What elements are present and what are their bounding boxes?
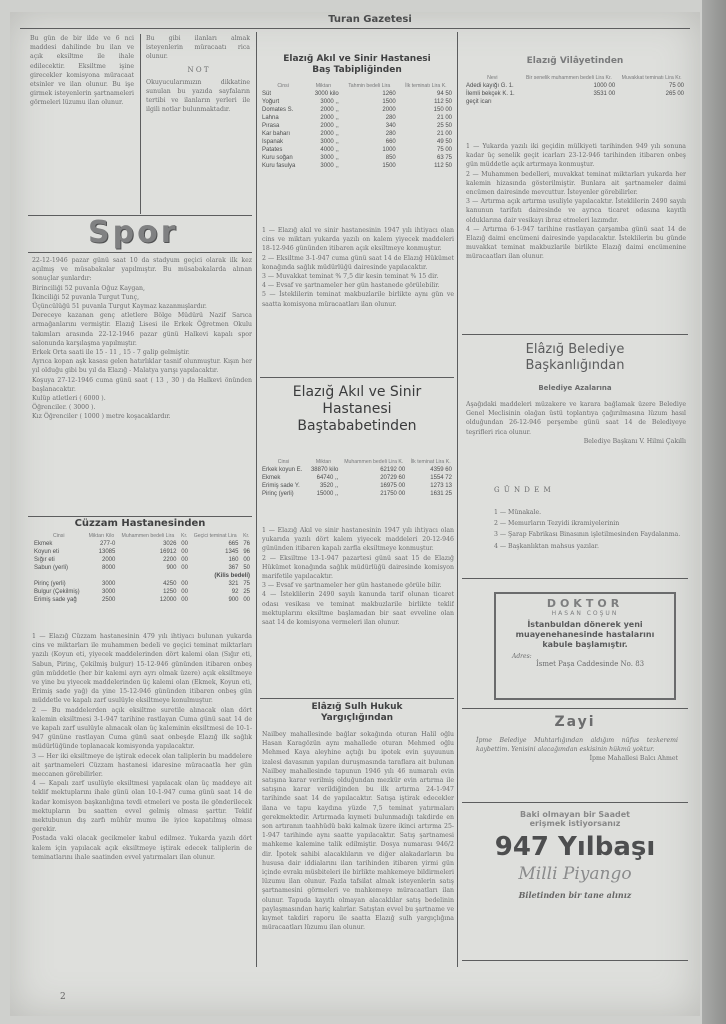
cell: 3000 ,, — [320, 155, 339, 161]
cell: 367 — [228, 565, 239, 571]
book-spine — [702, 0, 726, 1024]
akil1-header: Miktarı — [315, 83, 332, 89]
cuzzam-table-wrap — [32, 532, 252, 604]
table-row — [32, 556, 252, 564]
doktor-text: İstanbuldan dönerek yeni muayenehanesinde hastalarını kabule başlamıştır. — [515, 620, 655, 649]
cell: 280 — [385, 115, 396, 121]
table-row — [260, 482, 454, 490]
spor-paragraph-2: Dereceye kazanan genç atletlere Bölge Müdürü Nazif Sarıca armağanlarını vermiştir. Elazığ Lisesi ile Erkek Öğretmen Okulu takımları arasında 22-12-1946 pazar günü Halkevi kapalı spor salonunda karşılaşma yapılmıştır. — [32, 312, 252, 347]
table-row — [260, 474, 454, 482]
akil2-title — [260, 384, 454, 435]
piyango-line1: Baki olmayan bir Saadet — [520, 810, 630, 819]
cuzzam-title: Cüzzam Hastanesinden — [74, 518, 206, 529]
vilayet-header-row — [464, 74, 686, 82]
cell: 900 — [166, 565, 177, 571]
cell: 2000 ,, — [320, 131, 339, 137]
doktor-address: İsmet Paşa Caddesinde No. 83 — [536, 660, 645, 668]
cell: 21 00 — [436, 131, 452, 137]
cell: 1500 — [382, 99, 396, 105]
cell: 1000 — [382, 147, 396, 153]
gundem-item: 1 — Münakale. — [494, 509, 542, 516]
sulh-title-line2: Yargıçlığından — [320, 713, 394, 723]
cell: 160 — [228, 557, 239, 563]
spor-list-2: Öğrenciler. ( 3000 ). — [32, 404, 96, 412]
akil1-clause-2: 2 — Eksiltme 3-1-947 cuma günü saat 14 de Elazığ Hükümet konağında sağlık müdürlüğü dairesinde yapılacaktır. — [262, 254, 454, 271]
cuzzam-note: (Kilis bedeli) — [214, 573, 250, 579]
cell: 49 50 — [436, 139, 452, 145]
gundem-item: 2 — Memurların Tezyidi ikramiyelerinin — [494, 520, 620, 528]
cell: 20729 60 — [380, 475, 406, 481]
doktor-address-label: Adres: — [512, 653, 532, 660]
cell: 15000 ,, — [316, 491, 339, 497]
akil2-header-row — [260, 458, 454, 466]
cell: 1631 25 — [430, 491, 452, 497]
column-rule-2 — [457, 32, 458, 967]
cell: Süt — [262, 91, 272, 97]
doktor-rule — [462, 578, 688, 579]
cuzzam-clause-1: 1 — Elazığ Cüzzam hastanesinin 479 yılı ihtiyacı bulunan yukarda cins ve miktarları ile muhammen bedeli ve geçici teminat miktarları yazılı (Koyun eti, yiyecek maddelerinden dört kalemi olan (Sığır eti, Sabun, Pirinç, Çekilmiş bulgur) 15-12-946 gününden itibaren onbeş gün müddetle (her bir kalemi ayrı ayrı olmak üzere) açık eksiltmeye ve yine bu yiyecek maddelerinden üç kalemi olan (Ekmek, Koyun eti, Erimiş sade yağ) da yine 15-12-946 gününden itibaren onbeş gün müddetle ve kapalı zarf usulüyle eksiltmeye konulmuştur. — [32, 633, 252, 705]
vilayet-table-wrap — [464, 74, 686, 106]
cell: 00 — [181, 565, 188, 571]
akil1-title-line2: Baş Tabipliğinden — [312, 65, 402, 75]
piyango-rule — [462, 802, 688, 803]
belediye-title-line1: Elâzığ Belediye — [525, 342, 625, 357]
spor-result-2: İkinciliği 52 puvanla Turgut Tunç, — [32, 293, 140, 301]
akil1-clause-1: 1 — Elazığ akıl ve sinir hastanesinin 1947 yılı ihtiyacı olan cins ve miktarı yukarda yazılı on kalem yiyecek maddeleri 18-12-946 gününden itibaren açık eksiltmeye konmuştur. — [262, 227, 454, 253]
akil1-header-row — [260, 82, 454, 90]
piyango-headline: 947 Yılbaşı — [494, 832, 656, 862]
table-row — [260, 154, 454, 162]
gundem-title: G Ü N D E M — [494, 486, 552, 494]
cell: 25 50 — [436, 123, 452, 129]
cell: Erimiş sade yağ — [34, 597, 77, 603]
cell: 2200 — [163, 557, 177, 563]
table-row — [260, 146, 454, 154]
vilayet-clause-1: 1 — Yukarda yazılı iki geçidin mülkiyeti tarihinden 949 yılı sonuna kadar üç senelik geçit icarları 23-12-946 tarihinden itibaren onbeş gün müddetle açık artırmaya konmuştur. — [466, 143, 686, 169]
vilayet-title: Elazığ Vilâyetinden — [526, 56, 624, 66]
cell: Kuru fasulya — [262, 163, 296, 169]
cuzzam-table — [32, 532, 252, 604]
cell: Erkek koyun E. — [262, 467, 303, 473]
spor-paragraph-4: Koşuya 27-12-1946 cuma günü saat ( 13 , 30 ) da Halkevi önünden başlanacaktır. — [32, 376, 252, 393]
cell: Domates S. — [262, 107, 294, 113]
sulh-rule — [260, 698, 454, 699]
spor-score: Erkek Orta saati ile 15 - 11 , 15 - 7 galip gelmiştir. — [32, 349, 190, 357]
cell: 64740 ,, — [316, 475, 339, 481]
cell: 2000 ,, — [320, 115, 339, 121]
vilayet-clause-3: 3 — Artırma açık artırma usuliyle yapılacaktır. İsteklilerin 2490 sayılı kanunun tarifatı dairesinde ve ayrıca ticaret odasına kayıtlı olduklarına dair vesikayı ibraz etmeleri lazımdır. — [466, 198, 686, 224]
cell: Lahna — [262, 115, 279, 121]
cell: 50 — [243, 565, 250, 571]
cell: 321 — [228, 581, 239, 587]
cell: Ispanak — [262, 139, 284, 145]
piyango-bottom: Biletinden bir tane alınız — [518, 890, 632, 900]
cell: Kar baharı — [262, 131, 291, 137]
akil1-clause-5: 5 — İsteklilerin teminat makbuzlarile birlikte aynı gün ve saatta komisyona müracaatları ilan olunur. — [262, 291, 454, 308]
cuzzam-header: Kr. — [243, 533, 250, 539]
akil1-title-line1: Elazığ Akıl ve Sinir Hastanesi — [283, 54, 431, 64]
belediye-title-line2: Başkanlığından — [525, 358, 625, 373]
cell: İlemli bekçek K. 1. — [466, 91, 515, 97]
spor-paragraph-3: Ayrıca kopan aşk kasası gelen hatırlıklar tasnif olunmuştur. Kışın her yıl olduğu gibi bu yıl da Elazığ - Malatya yarışı yapılacaktır. — [32, 358, 252, 375]
table-row — [260, 90, 454, 98]
cell: 1000 00 — [593, 83, 616, 89]
akil1-title — [260, 54, 454, 76]
akil2-clause-1: 1 — Elazığ Akıl ve sinir hastanesinin 1947 yılı ihtiyacı olan yukarıda yazılı dört kalem yiyecek maddeleri 20-12-946 gününden itibaren kapalı zarfla eksiltmeye konmuştur. — [262, 527, 454, 553]
sulh-title-line1: Elâzığ Sulh Hukuk — [311, 702, 403, 712]
col1-note-heading: N O T — [187, 65, 209, 74]
cell: 00 — [243, 557, 250, 563]
cell: Sabun (yerli) — [34, 565, 69, 571]
cell: 8000 — [102, 565, 116, 571]
col1-top-right-text2: Okuyucularımızın dikkatine sunulan bu yazıda sayfaların tertibi ve ilanların yerleri ile ilgili notlar bulunmaktadır. — [146, 78, 250, 114]
cell: 112 50 — [434, 99, 452, 105]
cell: 00 — [181, 589, 188, 595]
cell: 3531 00 — [593, 91, 616, 97]
akil2-clause-4: 4 — İsteklilerin 2490 sayılı kanunda tarif olunan ticaret odası vesikası ve teminat makbuzlarile birlikte teklif mektuplarını eksiltme başlamadan bir saat evveline olan saat 14 de komisyona vermeleri ilan olunur. — [262, 591, 454, 627]
cell: 00 — [243, 597, 250, 603]
masthead: Turan Gazetesi — [328, 14, 412, 25]
cell: 850 — [385, 155, 396, 161]
cell: 1345 — [225, 549, 239, 555]
akil2-clause-3: 3 — Evsaf ve şartnameler her gün hastanede görüle bilir. — [262, 582, 442, 590]
cell: 2000 — [102, 557, 116, 563]
cell: 16975 00 — [380, 483, 406, 489]
vilayet-row-note: geçit icarı — [466, 99, 492, 105]
cell: 4250 — [163, 581, 177, 587]
table-row — [464, 82, 686, 90]
cell: 4359 60 — [430, 467, 452, 473]
akil2-title-line3: Baştababetinden — [297, 418, 417, 434]
akil2-header: İlk teminat Lira K. — [410, 459, 451, 465]
zayi-sign: İpme Mahallesi Balcı Ahmet — [589, 755, 678, 763]
cuzzam-header-row — [32, 532, 252, 540]
table-row — [32, 548, 252, 556]
vilayet-header: Bir senelik muhammen bedeli Lira Kr. — [525, 75, 612, 81]
cell: 75 00 — [668, 83, 684, 89]
akil2-rule — [260, 377, 454, 378]
piyango-line2: erişmek istiyorsanız — [529, 819, 621, 828]
table-row — [260, 490, 454, 498]
table-row — [260, 138, 454, 146]
vilayet-clause-2: 2 — Muhammen bedelleri, muvakkat teminat miktarları yukarda her kalemin hizasında gösterilmiştir. Bunlara ait şartnameler daimi encümen dairesinde mevcuttur. İsteyenler görebilirler. — [466, 170, 686, 197]
cell: 63 75 — [436, 155, 452, 161]
cell: 1500 — [382, 163, 396, 169]
cell: 96 — [243, 549, 250, 555]
cell: 112 50 — [434, 163, 452, 169]
spor-result-1: Birinciliği 52 puvanla Oğuz Kaygan, — [32, 284, 146, 292]
cell: 277-0 — [100, 541, 116, 547]
cell: 665 — [228, 541, 239, 547]
zayi-text: İpme Belediye Muhtarlığından aldığım nüfus tezkeremi kaybettim. Yenisini alacağımdan eskisinin hükmü yoktur. — [476, 737, 678, 754]
spor-article — [32, 256, 252, 510]
cuzzam-clause-2: 2 — Bu maddelerden açık eksiltme suretile alınacak olan dört kalemin eksiltmesi 3-1-947 tarihine rastlayan Cuma günü saat 14 de ve kapalı zarf usulüyle alınacak olan üç kaleminin eksiltmesi de 10-1-947 gününe rastlayan Cuma günü saat onbeşde Elazığ ilk sağlık müdürlüğünde toplanacak komisyonda yapılacaktır. — [32, 706, 252, 751]
akil1-header: Cinsi — [277, 83, 289, 89]
cell: Kuru soğan — [262, 155, 293, 161]
belediye-sign: Belediye Başkanı V. Hilmi Çakıllı — [583, 437, 686, 445]
cell: 21 00 — [436, 115, 452, 121]
table-row — [32, 564, 252, 572]
cuzzam-rule — [28, 516, 252, 517]
cell: 4000 ,, — [320, 147, 339, 153]
col1-top-right-text: Bu gibi ilanları almak isteyenlerin müracaatı rica olunur. — [146, 35, 250, 61]
cell: 1273 13 — [430, 483, 452, 489]
cell: 00 — [181, 597, 188, 603]
zayi-rule — [462, 708, 688, 709]
akil2-table — [260, 458, 454, 498]
akil2-header: Miktarı — [315, 459, 332, 465]
belediye-article — [466, 400, 686, 474]
cell: Ekmek — [34, 541, 53, 547]
spor-paragraph-1: 22-12-1946 pazar günü saat 10 da stadyum geçici olarak ilk kez açılmış ve müsabakalar yapılmıştır. Bu müsabakalarda alınan sonuçlar şunlardır: — [32, 257, 252, 283]
col1-top-left-text: Bu gün de bir ilde ve 6 nci maddesi dahilinde bu ilan ve açık eksiltme ile ihale edilecektir. Eksiltme işine girecekler komisyona müracaat etsinler ve ilan olunur. Bu işe girmek isteyenlerin şartnameleri görmeleri lüzumu ilan olunur. — [30, 35, 134, 107]
akil2-title-line1: Elazığ Akıl ve Sinir — [292, 384, 422, 400]
cuzzam-clause-4: 4 — Kapalı zarf usulüyle eksiltmesi yapılacak olan üç maddeye ait teklif mektuplarını ihale günü olan 10-1-947 cuma günü saat 14 de kadar komisyon başkanlığına tevdi etmeleri ve posta ile gönderilecek mektupların bu saatten evvel gelmiş olması şarttır. Teklif mektubunun dış zarfı mühür mumu ile iyice kapatılmış olması gerekir. — [32, 780, 252, 834]
table-row — [32, 540, 252, 548]
col1-top-right — [146, 34, 250, 212]
sulh-article: Nailbey mahallesinde bağlar sokağında oturan Halil oğlu Hasan Karagözün aynı mahallede oturan Mehmed oğlu Mehmed Kaya aleyhine açtığı bu ipotek evin şuyuunun izalesi davasının yapılan duruşmasında taraflara ait bulunan Nailbey mahallesinde tapunun 1946 yılı 46 numaralı evin satışına karar verilmiş olduğundan mezkür evin artırma ile satışına karar verildiğinden bu ilk artırma 24-1-947 tarihinde saat 14 de yapılacaktır. Satışa iştirak edecekler ilana ve tapu kaydına yüzde 7,5 teminat yatırmaları gerekmektedir. Artırmada kıymeti bulunmadığı takdirde en son artıranın taahhüdü baki kalmak üzere ikinci artırma 25-1-947 tarihinde aynı saatte yapılacaktır. Satış şartnamesi mahkeme kalemine talik edilmiştir. Dosya numarası 946/2 dir. İpotek sahibi alacaklıların ve diğer alakadarların bu hususa dair iddialarını ilan tarihinden itibaren yirmi gün içinde evrakı müsbiteleri ile birlikte mahkemeye bildirmeleri lüzumu ilan olunur. Fazla tafsilat almak isteyenlerin satış şartnamesini görmeleri ve mahkemeye müracaatları ilan olunur. Tapuda kayıtlı olmayan alacaklılar satış bedelinin paylaşmasından hariç kalırlar. Satıştan evvel bu şartname ve kıymet takdiri raporu ile saatta Elazığ sulh yargıçlığına müracaatları lüzumu ilan olunur. — [262, 731, 454, 932]
bottom-rule — [462, 960, 688, 961]
table-note-row — [464, 98, 686, 106]
akil1-table — [260, 82, 454, 170]
cell: Pırasa — [262, 123, 280, 129]
table-row — [32, 596, 252, 604]
cell: 1250 — [163, 589, 177, 595]
spor-title: Spor — [88, 215, 179, 250]
cell: 00 — [181, 541, 188, 547]
spor-rule — [28, 252, 252, 253]
cell: Bulgur (Çekilmiş) — [34, 589, 80, 595]
akil2-clause-2: 2 — Eksiltme 13-1-947 pazartesi günü saat 15 de Elazığ Hükümet konağında sağlık müdürlüğü dairesinde komisyon marifetile yapılacaktır. — [262, 554, 454, 581]
spor-result-3: Üçüncülüğü 51 puvanla Turgut Kaymaz kazanmışlardır. — [32, 303, 207, 311]
cell: Adedi kayığı G. 1. — [466, 83, 514, 89]
cell: Patates — [262, 147, 283, 153]
cell: Ekmek — [262, 475, 281, 481]
vilayet-header: Muvakkat teminatı Lira Kr. — [621, 75, 682, 81]
cell: 660 — [385, 139, 396, 145]
spor-list-1: Kulüp atletleri ( 6000 ). — [32, 395, 106, 403]
table-row — [260, 106, 454, 114]
gundem-item: 4 — Başkanlıktan mahsus yazılar. — [494, 542, 599, 550]
cuzzam-clause-3: 3 — Her iki eksiltmeye de iştirak edecek olan taliplerin bu maddelere ait şartnameleri Cüzzam hastanesi idaresine müracaatla her gün meccanen görebilirler. — [32, 752, 252, 779]
cell: 62192 00 — [380, 467, 406, 473]
akil2-table-wrap — [260, 458, 454, 498]
cell: 94 50 — [436, 91, 452, 97]
doktor-ad — [494, 592, 676, 700]
zayi-article — [476, 736, 678, 786]
cell: Yoğurt — [262, 99, 280, 105]
cuzzam-header: Geçici teminat Lira — [193, 533, 237, 539]
cell: 3000 ,, — [320, 163, 339, 169]
akil1-clause-4: 4 — Evsaf ve şartnameler her gün hastanede görülebilir. — [262, 282, 440, 290]
akil2-title-line2: Hastanesi — [322, 401, 392, 417]
cell: 25 — [243, 589, 250, 595]
cell: 280 — [385, 131, 396, 137]
cell: 75 — [243, 581, 250, 587]
cell: 2000 — [382, 107, 396, 113]
akil2-article — [262, 526, 454, 696]
cuzzam-clause-5: Postada vaki olacak gecikmeler kabul edilmez. Yukarda yazılı dört kalem için yapılacak açık eksiltmeye iştirak edecek taliplerin de teminatlarını ihale saatinden evvel yatırmaları ilan olunur. — [32, 835, 252, 861]
table-row — [464, 90, 686, 98]
cell: 150 00 — [433, 107, 452, 113]
cell: 76 — [243, 541, 250, 547]
piyango-script: Milli Piyango — [518, 864, 632, 884]
cell: 3000 kilo — [314, 91, 339, 97]
cell: 3000 — [102, 581, 116, 587]
cell: Pirinç (yerli) — [262, 491, 294, 497]
table-row — [260, 162, 454, 170]
column-rule-small — [140, 34, 141, 214]
cell: 1554 72 — [430, 475, 452, 481]
vilayet-clause-4: 4 — Artırma 6-1-947 tarihine rastlayan çarşamba günü saat 14 de Elazığ daimi encümeni dairesinde yapılacaktır. İsteklilerin bu günde muvakkat teminat makbuzlarile birlikte Elazığ daimi encümenine müracaatları ilan olunur. — [466, 225, 686, 261]
cuzzam-header: Kr. — [181, 533, 188, 539]
table-row — [260, 130, 454, 138]
belediye-text: Aşağıdaki maddeleri müzakere ve karara bağlamak üzere Belediye Genel Meclisinin olağan üstü toplantıya çağırılmasına lüzum hasıl olduğundan 26-12-946 perşembe günü saat 14 de Belediyeye teşrifleri rica olunur. — [466, 401, 686, 436]
cell: 3000 ,, — [320, 99, 339, 105]
cell: 900 — [228, 597, 239, 603]
cell: 1260 — [382, 91, 396, 97]
belediye-rule — [462, 334, 688, 335]
vilayet-article — [466, 142, 686, 332]
spor-list-3: Kız Öğrenciler ( 1000 ) metre koşacaklardır. — [32, 413, 171, 421]
piyango-ad — [462, 810, 688, 900]
cell: 2000 ,, — [320, 107, 339, 113]
cuzzam-header: Muhammen bedeli Lira — [121, 533, 175, 539]
akil1-header: Tahmin bedeli Lira — [348, 83, 391, 89]
cell: 92 — [231, 589, 239, 595]
cell: 3520 ,, — [319, 483, 339, 489]
akil1-table-wrap — [260, 82, 454, 170]
cuzzam-article — [32, 632, 252, 972]
masthead-rule — [20, 28, 690, 29]
table-row — [32, 588, 252, 596]
table-row — [260, 122, 454, 130]
cell: 3000 — [102, 589, 116, 595]
cell: 13085 — [98, 549, 116, 555]
cell: 00 — [181, 549, 188, 555]
table-row — [32, 580, 252, 588]
gundem-item: 3 — Şarap Fabrikası Binasının işletilmesinden Faydalanma. — [494, 531, 681, 539]
akil1-header: İlk teminatı Lira K. — [405, 83, 447, 89]
sulh-title — [260, 702, 454, 724]
cell: 265 00 — [665, 91, 684, 97]
table-note-row — [32, 572, 252, 580]
cell: 00 — [181, 581, 188, 587]
cell: 340 — [385, 123, 396, 129]
cell: 2500 — [102, 597, 116, 603]
cell: Erimiş sade Y. — [262, 483, 300, 489]
cell: 00 — [181, 557, 188, 563]
doktor-name: HASAN COŞUN — [551, 610, 619, 617]
cell: Pirinç (yerli) — [34, 581, 66, 587]
cell: 3000 ,, — [320, 139, 339, 145]
cell: Koyun eti — [34, 549, 60, 555]
cell: 3026 — [163, 541, 177, 547]
belediye-subtitle: Belediye Azalarına — [538, 384, 612, 392]
cell: 2000 ,, — [320, 123, 339, 129]
column-rule-1 — [256, 32, 257, 967]
cuzzam-header: Miktarı Kilo — [88, 533, 115, 539]
table-row — [260, 98, 454, 106]
newspaper-page — [10, 12, 700, 1016]
page-number: 2 — [60, 992, 66, 1002]
vilayet-table — [464, 74, 686, 106]
cell: 38870 kilo — [310, 467, 339, 473]
akil1-article — [262, 226, 454, 378]
cell: Sığır eti — [34, 557, 55, 563]
cell: 21750 00 — [380, 491, 406, 497]
vilayet-header: Nevi — [487, 75, 498, 81]
gundem-list — [494, 508, 686, 551]
belediye-title — [462, 342, 688, 374]
table-row — [260, 114, 454, 122]
cell: 16912 — [159, 549, 177, 555]
akil1-clause-3: 3 — Muvakkat teminat % 7,5 dir kesin teminat % 15 dir. — [262, 273, 439, 281]
cell: 75 00 — [436, 147, 452, 153]
akil2-header: Cinsi — [277, 459, 290, 465]
doktor-title: DOKTOR — [546, 597, 624, 610]
cell: 12000 — [159, 597, 177, 603]
table-row — [260, 466, 454, 474]
cuzzam-header: Cinsi — [52, 533, 65, 539]
akil2-header: Muhammen bedeli Lira K. — [344, 459, 404, 465]
zayi-title: Zayi — [554, 714, 596, 730]
